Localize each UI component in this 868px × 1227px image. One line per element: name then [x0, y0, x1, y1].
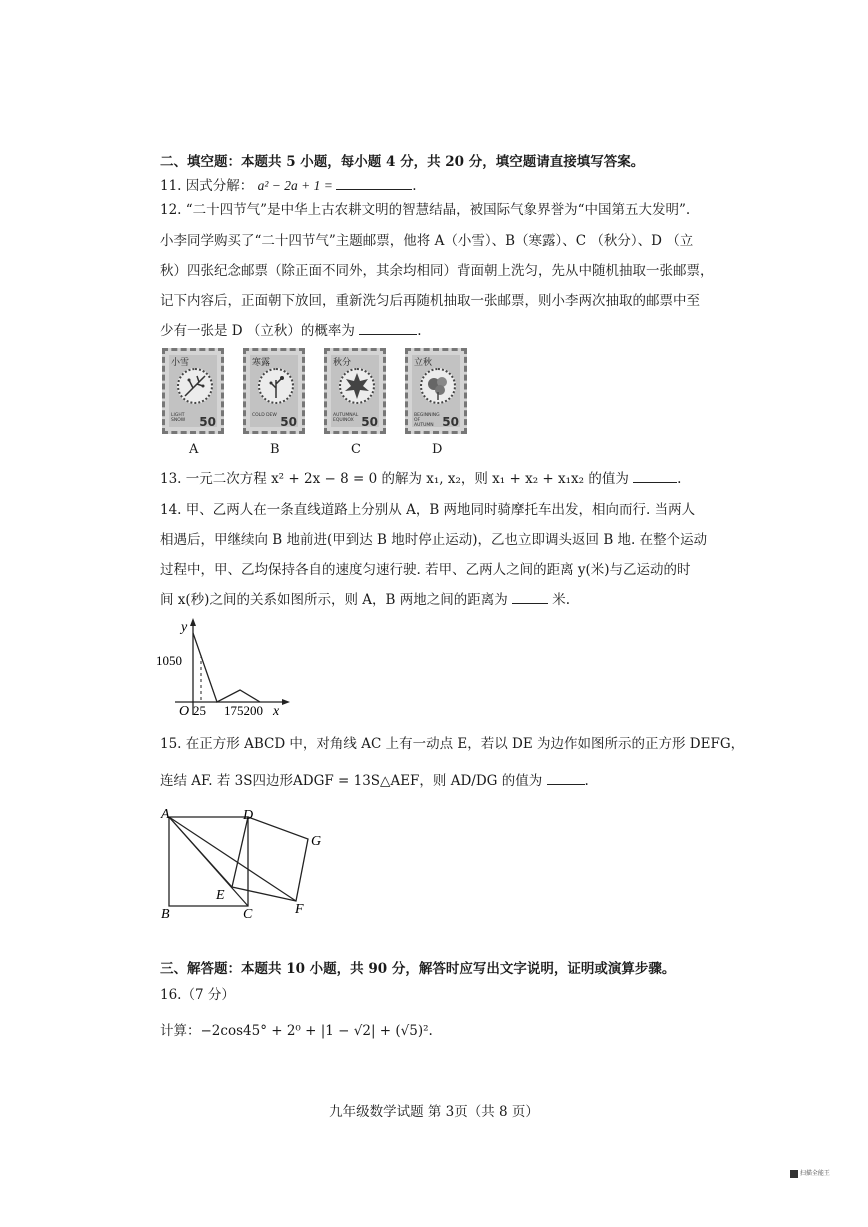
point-d: D — [243, 808, 254, 823]
graph-origin: O — [179, 704, 190, 719]
stamp-c — [324, 348, 386, 434]
graph-x-tick-175200: 175200 — [224, 703, 263, 718]
q16-text: 计算：−2cos45° + 2⁰ + |1 − √2| + (√5)². — [160, 1023, 433, 1039]
stamp-c-english: AUTUMNAL EQUINOX — [333, 413, 359, 423]
point-a: A — [161, 807, 170, 822]
q13-answer-blank — [633, 470, 677, 483]
q11-answer-blank — [336, 177, 412, 190]
square-geometry-figure — [158, 805, 338, 925]
stamp-b-english: COLD DEW — [252, 413, 277, 418]
q14-answer-blank — [512, 591, 548, 604]
stamp-c-value: 50 — [361, 415, 378, 429]
q15-line-1 — [160, 735, 744, 753]
distance-time-graph — [155, 615, 295, 720]
q12-line-5: 少有一张是 D （立秋）的概率为 . — [160, 323, 422, 339]
graph-x-tick-25: 25 — [193, 703, 206, 718]
q12-text-1: “二十四节气”是中华上古农耕文明的智慧结晶，被国际气象界誉为“中国第五大发明”. — [185, 202, 691, 218]
snow-branch-icon — [177, 368, 213, 404]
q15-line-2: 连结 AF. 若 3S四边形ADGF = 13S△AEF，则 AD/DG 的值为 . — [160, 773, 589, 789]
scanner-watermark — [790, 1168, 830, 1178]
q14-line-4 — [160, 591, 570, 609]
point-c: C — [243, 907, 253, 922]
q15-text-1: 在正方形 ABCD 中，对角线 AC 上有一动点 E，若以 DE 为边作如图所示的正方形 DEFG， — [185, 736, 745, 752]
qr-code-icon — [790, 1170, 798, 1178]
q11-number: 11. — [160, 178, 182, 194]
point-g: G — [311, 834, 322, 849]
q12-line-3: 秋）四张纪念邮票（除正面不同外，其余均相同）背面朝上洗匀，先从中随机抽取一张邮票， — [160, 263, 714, 279]
stamp-b-name: 寒露 — [252, 358, 271, 368]
stamp-b-value: 50 — [280, 415, 297, 429]
q12-text-5: 少有一张是 D （立秋）的概率为 — [160, 323, 355, 339]
q12-line-1 — [160, 201, 690, 219]
q14-text-4: 间 x(秒)之间的关系如图所示，则 A，B 两地之间的距离为 — [160, 592, 508, 608]
section3-heading: 三、解答题：本题共 10 小题，共 90 分，解答时应写出文字说明，证明或演算步骤。 — [160, 961, 676, 977]
page-footer: 九年级数学试题 第 3页（共 8 页） — [329, 1104, 539, 1120]
stamp-d-english: BEGINNING OF AUTUMN — [414, 413, 440, 428]
stamp-a — [162, 348, 224, 434]
dew-plant-icon — [258, 368, 294, 404]
q15-answer-blank — [547, 772, 585, 785]
point-b: B — [161, 907, 170, 922]
graph-x-label: x — [273, 704, 280, 719]
stamp-d — [405, 348, 467, 434]
stamp-a-english: LIGHT SNOW — [171, 413, 186, 423]
q11-text: 因式分解： — [185, 178, 254, 194]
q12-line-4: 记下内容后，正面朝下放回，重新洗匀后再随机抽取一张邮票，则小李两次抽取的邮票中至 — [160, 293, 700, 309]
lotus-flower-icon — [420, 368, 456, 404]
stamp-a-value: 50 — [199, 415, 216, 429]
scanner-watermark-text: 扫描全能王 — [799, 1170, 830, 1177]
section2-heading: 二、填空题：本题共 5 小题，每小题 4 分，共 20 分，填空题请直接填写答案。 — [160, 154, 645, 170]
q12-answer-blank — [359, 322, 417, 335]
stamp-d-name: 立秋 — [414, 358, 433, 368]
q16-header: 16.（7 分） — [160, 987, 235, 1003]
q14-text-4-end: 米. — [552, 592, 571, 608]
point-f: F — [295, 902, 304, 917]
stamp-label-a: A — [189, 442, 199, 457]
q12-number: 12. — [160, 202, 182, 218]
stamp-b — [243, 348, 305, 434]
stamp-label-b: B — [270, 442, 280, 457]
question-13: 13. 一元二次方程 x² + 2x − 8 = 0 的解为 x₁, x₂，则 x₁ + x₂ + x₁x₂ 的值为 . — [160, 471, 682, 487]
graph-y-tick: 1050 — [156, 653, 182, 668]
q14-line-2: 相遇后，甲继续向 B 地前进(甲到达 B 地时停止运动)，乙也立即调头返回 B 地. 在整个运动 — [160, 532, 708, 548]
stamp-a-name: 小雪 — [171, 358, 190, 368]
q14-number: 14. — [160, 502, 182, 518]
q14-line-3: 过程中，甲、乙均保持各自的速度匀速行驶. 若甲、乙两人之间的距离 y(米)与乙运动的时 — [160, 562, 691, 578]
q11-expression: a² − 2a + 1 = — [257, 178, 337, 193]
q15-number: 15. — [160, 736, 182, 752]
q14-text-1: 甲、乙两人在一条直线道路上分别从 A，B 两地同时骑摩托车出发，相向而行. 当两人 — [185, 502, 696, 518]
q15-text-2: 连结 AF. 若 3S四边形ADGF = 13S△AEF，则 AD/DG 的值为 — [160, 773, 543, 789]
stamp-c-name: 秋分 — [333, 358, 352, 368]
point-e: E — [216, 888, 225, 903]
stamp-label-d: D — [432, 442, 443, 457]
stamp-d-value: 50 — [442, 415, 459, 429]
q12-line-2: 小李同学购买了“二十四节气”主题邮票，他将 A（小雪）、B（寒露）、C （秋分）、D （立 — [160, 233, 694, 249]
q13-number: 13. — [160, 471, 182, 487]
q13-text: 一元二次方程 x² + 2x − 8 = 0 的解为 x₁, x₂，则 x₁ + x₂ + x₁x₂ 的值为 — [185, 471, 629, 487]
maple-leaf-icon — [339, 368, 375, 404]
stamp-label-c: C — [351, 442, 361, 457]
q14-line-1 — [160, 501, 695, 519]
question-11: 11. 因式分解： a² − 2a + 1 = . — [160, 178, 417, 194]
graph-y-label: y — [181, 620, 188, 635]
